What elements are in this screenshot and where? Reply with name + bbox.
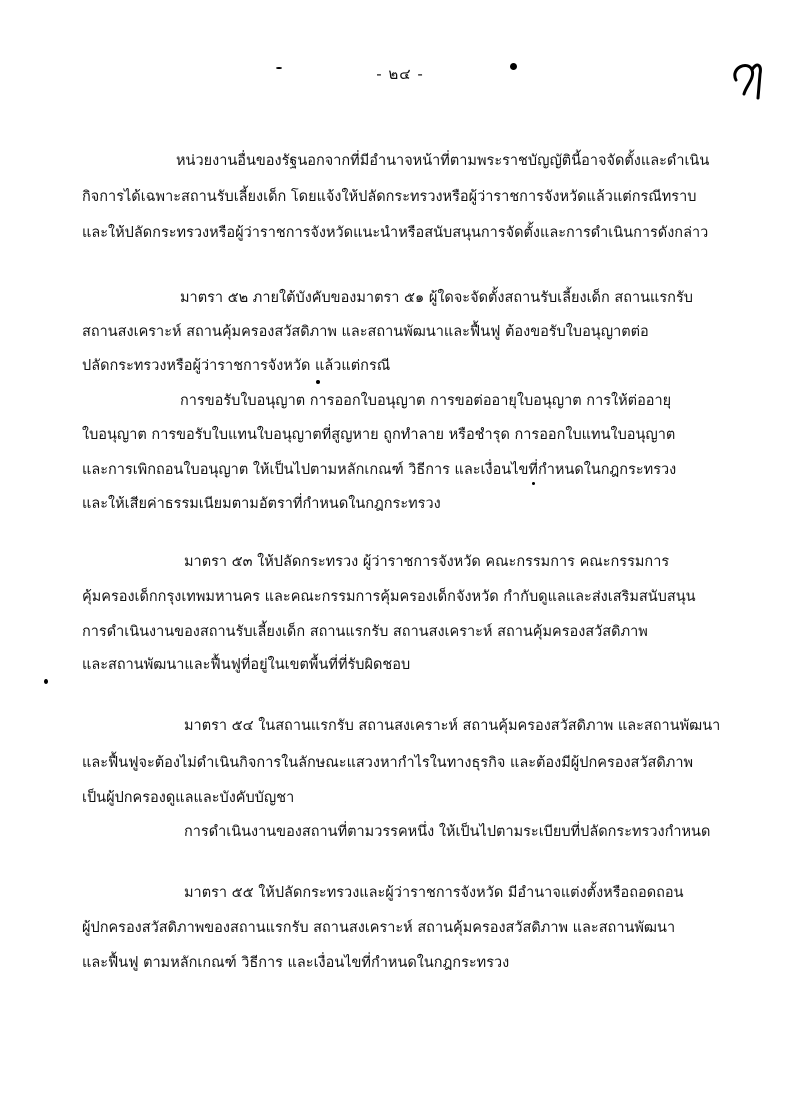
license-paragraph-line: และให้เสียค่าธรรมเนียมตามอัตราที่กำหนดในกฎกระทรวง <box>82 496 441 512</box>
paragraph-line: กิจการได้เฉพาะสถานรับเลี้ยงเด็ก โดยแจ้งให้ปลัดกระทรวงหรือผู้ว่าราชการจังหวัดแล้วแต่กรณีทราบ <box>82 189 697 205</box>
section-55-line: และฟื้นฟู ตามหลักเกณฑ์ วิธีการ และเงื่อนไขที่กำหนดในกฎกระทรวง <box>82 955 510 971</box>
license-paragraph-line: และการเพิกถอนใบอนุญาต ให้เป็นไปตามหลักเกณฑ์ วิธีการ และเงื่อนไขที่กำหนดในกฎกระทรวง <box>82 462 677 478</box>
section-53-line: มาตรา ๕๓ ให้ปลัดกระทรวง ผู้ว่าราชการจังหวัด คณะกรรมการ คณะกรรมการ <box>184 554 670 570</box>
scan-speck <box>510 63 517 70</box>
section-53-line: การดำเนินงานของสถานรับเลี้ยงเด็ก สถานแรกรับ สถานสงเคราะห์ สถานคุ้มครองสวัสดิภาพ <box>82 624 648 640</box>
section-52-line: ปลัดกระทรวงหรือผู้ว่าราชการจังหวัด แล้วแต่กรณี <box>82 358 391 374</box>
paragraph-line: หน่วยงานอื่นของรัฐนอกจากที่มีอำนาจหน้าที่ตามพระราชบัญญัตินี้อาจจัดตั้งและดำเนิน <box>176 153 710 169</box>
section-54-line: มาตรา ๕๔ ในสถานแรกรับ สถานสงเคราะห์ สถานคุ้มครองสวัสดิภาพ และสถานพัฒนา <box>184 718 721 734</box>
section-52-line: สถานสงเคราะห์ สถานคุ้มครองสวัสดิภาพ และสถานพัฒนาและฟื้นฟู ต้องขอรับใบอนุญาตต่อ <box>82 324 649 340</box>
operation-paragraph-line: การดำเนินงานของสถานที่ตามวรรคหนึ่ง ให้เป็นไปตามระเบียบที่ปลัดกระทรวงกำหนด <box>184 824 711 840</box>
scan-speck <box>276 67 282 69</box>
license-paragraph-line: ใบอนุญาต การขอรับใบแทนใบอนุญาตที่สูญหาย ถูกทำลาย หรือชำรุด การออกใบแทนใบอนุญาต <box>82 427 676 443</box>
section-54-line: และฟื้นฟูจะต้องไม่ดำเนินกิจการในลักษณะแสวงหากำไรในทางธุรกิจ และต้องมีผู้ปกครองสวัสดิภาพ <box>82 755 694 771</box>
handwritten-page-mark <box>722 54 770 102</box>
section-53-line: และสถานพัฒนาและฟื้นฟูที่อยู่ในเขตพื้นที่ที่รับผิดชอบ <box>82 657 411 673</box>
section-53-line: คุ้มครองเด็กกรุงเทพมหานคร และคณะกรรมการคุ้มครองเด็กจังหวัด กำกับดูแลและส่งเสริมสนับสนุน <box>82 589 696 605</box>
page-number: - ๒๔ - <box>376 65 424 83</box>
section-54-line: เป็นผู้ปกครองดูแลและบังคับบัญชา <box>82 790 295 806</box>
section-55-line: มาตรา ๕๕ ให้ปลัดกระทรวงและผู้ว่าราชการจังหวัด มีอำนาจแต่งตั้งหรือถอดถอน <box>184 885 684 901</box>
scan-speck <box>44 679 48 684</box>
section-52-line: มาตรา ๕๒ ภายใต้บังคับของมาตรา ๕๑ ผู้ใดจะจัดตั้งสถานรับเลี้ยงเด็ก สถานแรกรับ <box>180 290 693 306</box>
scan-speck <box>532 482 535 485</box>
paragraph-line: และให้ปลัดกระทรวงหรือผู้ว่าราชการจังหวัดแนะนำหรือสนับสนุนการจัดตั้งและการดำเนินการดังกล่าว <box>82 225 709 241</box>
section-55-line: ผู้ปกครองสวัสดิภาพของสถานแรกรับ สถานสงเคราะห์ สถานคุ้มครองสวัสดิภาพ และสถานพัฒนา <box>82 920 676 936</box>
scan-speck <box>316 380 320 384</box>
license-paragraph-line: การขอรับใบอนุญาต การออกใบอนุญาต การขอต่ออายุใบอนุญาต การให้ต่ออายุ <box>180 393 672 409</box>
